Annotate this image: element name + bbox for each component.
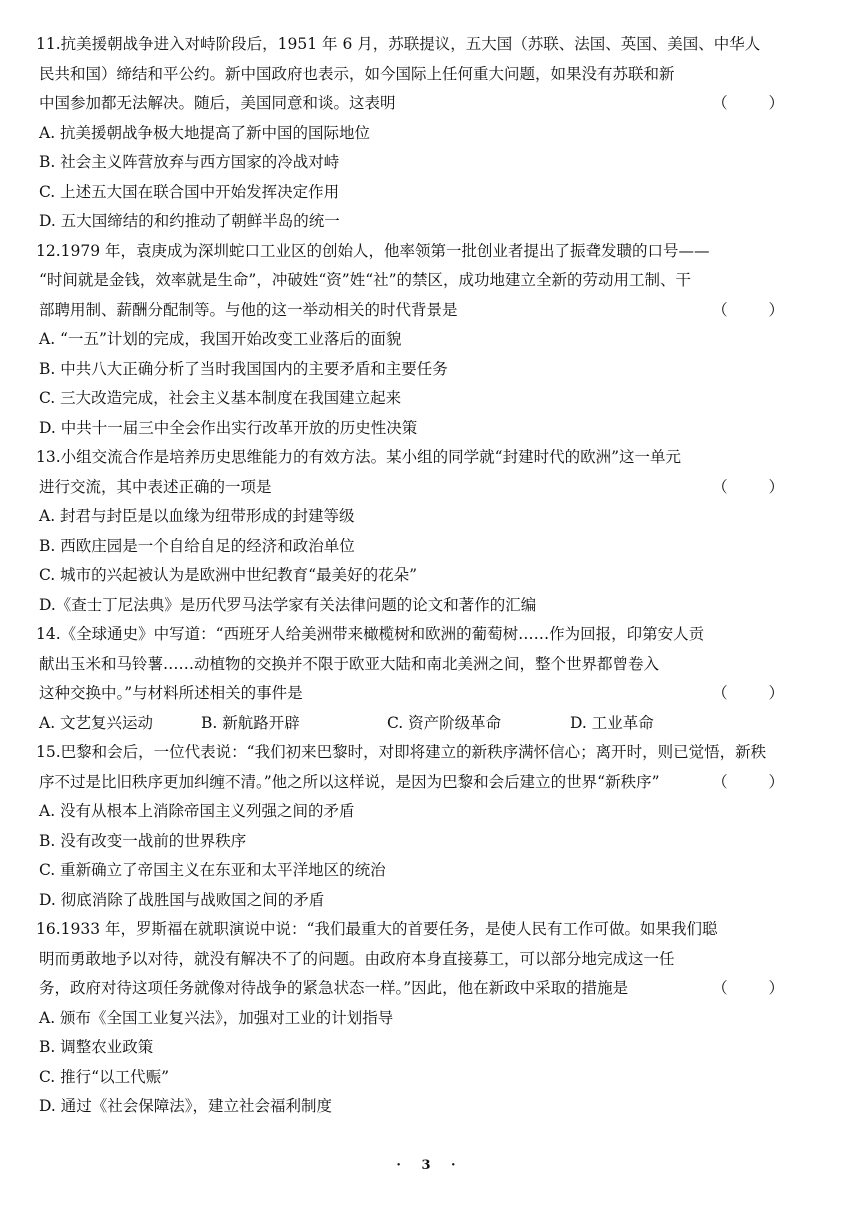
question-stem-text: 序不过是比旧秩序更加纠缠不清。”他之所以这样说，是因为巴黎和会后建立的世界“新秩序” [39, 772, 660, 791]
answer-option: B. 没有改变一战前的世界秩序 [39, 831, 247, 850]
answer-option: C. 三大改造完成，社会主义基本制度在我国建立起来 [39, 389, 402, 407]
question-stem-text: 民共和国）缔结和平公约。新中国政府也表示，如今国际上任何重大问题，如果没有苏联和新 [39, 64, 675, 83]
answer-option-row [36, 709, 812, 739]
question-stem-text: 部聘用制、薪酬分配制等。与他的这一举动相关的时代背景是 [39, 300, 458, 319]
answer-option: A. 抗美援朝战争极大地提高了新中国的国际地位 [39, 123, 371, 142]
answer-option: D. 工业革命 [570, 713, 654, 732]
question-stem-line [36, 443, 812, 473]
question-list [36, 30, 812, 1122]
answer-option: B. 新航路开辟 [201, 713, 300, 732]
answer-option: D. 五大国缔结的和约推动了朝鲜半岛的统一 [39, 212, 340, 230]
answer-blank: （ ） [712, 979, 802, 997]
question-number: 16. [36, 920, 61, 938]
question-stem-line [36, 237, 812, 267]
answer-option: C. 上述五大国在联合国中开始发挥决定作用 [39, 182, 340, 201]
question-stem-text: 抗美援朝战争进入对峙阶段后，1951 年 6 月，苏联提议，五大国（苏联、法国、英国、美国、中华人 [60, 35, 761, 53]
question-stem-line [36, 974, 812, 1004]
question-stem-text: 明而勇敢地予以对待，就没有解决不了的问题。由政府本身直接募工，可以部分地完成这一任 [39, 949, 675, 968]
answer-option: D. 中共十一届三中全会作出实行改革开放的历史性决策 [39, 418, 418, 437]
question-stem-text: 巴黎和会后，一位代表说：“我们初来巴黎时，对即将建立的新秩序满怀信心；离开时，则已觉悟，新秩 [60, 743, 767, 761]
question-stem-line [36, 296, 812, 326]
question-stem-line [36, 266, 812, 296]
question-stem-line [36, 679, 812, 709]
question-stem-text: 这种交换中。”与材料所述相关的事件是 [39, 684, 303, 702]
question-stem-text: 献出玉米和马铃薯……动植物的交换并不限于欧亚大陆和南北美洲之间，整个世界都曾卷入 [39, 654, 660, 673]
question-block [36, 237, 812, 444]
question-stem-text: 中国参加都无法解决。随后，美国同意和谈。这表明 [39, 94, 396, 112]
question-stem-text: “时间就是金钱，效率就是生命”，冲破姓“资”姓“社”的禁区，成功地建立全新的劳动用工制、干 [39, 271, 692, 289]
answer-option: A. 文艺复兴运动 [39, 713, 154, 732]
answer-option: A. 颁布《全国工业复兴法》，加强对工业的计划指导 [39, 1008, 394, 1027]
question-block [36, 915, 812, 1122]
answer-option: A. 没有从根本上消除帝国主义列强之间的矛盾 [39, 802, 355, 820]
question-stem-line [36, 60, 812, 90]
answer-option: D.《查士丁尼法典》是历代罗马法学家有关法律问题的论文和著作的汇编 [39, 595, 537, 614]
question-stem-line [36, 30, 812, 60]
question-block [36, 738, 812, 915]
answer-option: A. 封君与封臣是以血缘为纽带形成的封建等级 [39, 507, 355, 525]
question-block [36, 620, 812, 738]
answer-blank: （ ） [712, 684, 802, 702]
question-number: 14. [36, 625, 61, 643]
question-number: 11. [36, 35, 61, 53]
answer-option: B. 西欧庄园是一个自给自足的经济和政治单位 [39, 536, 355, 555]
question-stem-line [36, 915, 812, 945]
answer-option: B. 调整农业政策 [39, 1038, 154, 1056]
answer-option: D. 通过《社会保障法》，建立社会福利制度 [39, 1097, 332, 1115]
answer-blank: （ ） [712, 300, 802, 319]
answer-option: B. 中共八大正确分析了当时我国国内的主要矛盾和主要任务 [39, 359, 448, 378]
answer-option: D. 彻底消除了战胜国与战败国之间的矛盾 [39, 890, 325, 909]
question-stem-text: 小组交流合作是培养历史思维能力的有效方法。某小组的同学就“封建时代的欧洲”这一单元 [60, 448, 682, 466]
question-stem-line [36, 650, 812, 680]
question-stem-line [36, 945, 812, 975]
question-stem-line [36, 89, 812, 119]
question-block [36, 443, 812, 620]
question-number: 15. [36, 743, 61, 761]
answer-blank: （ ） [712, 772, 802, 791]
question-number: 13. [36, 448, 61, 466]
answer-option: B. 社会主义阵营放弃与西方国家的冷战对峙 [39, 153, 340, 171]
question-stem-line [36, 738, 812, 768]
question-number: 12. [36, 241, 61, 260]
answer-option: C. 重新确立了帝国主义在东亚和太平洋地区的统治 [39, 861, 386, 879]
answer-option: C. 推行“以工代赈” [39, 1067, 170, 1086]
answer-option: C. 资产阶级革命 [387, 713, 502, 732]
answer-option: C. 城市的兴起被认为是欧洲中世纪教育“最美好的花朵” [39, 566, 418, 584]
question-stem-text: 1933 年，罗斯福在就职演说中说：“我们最重大的首要任务，是使人民有工作可做。如果我们聪 [60, 920, 718, 938]
answer-blank: （ ） [712, 94, 802, 112]
question-stem-text: 务，政府对待这项任务就像对待战争的紧急状态一样。”因此，他在新政中采取的措施是 [39, 979, 629, 997]
question-stem-text: 进行交流，其中表述正确的一项是 [39, 477, 272, 496]
question-stem-line [36, 473, 812, 503]
answer-blank: （ ） [712, 477, 802, 496]
question-stem-line [36, 768, 812, 798]
question-block [36, 30, 812, 237]
question-stem-text: 1979 年，袁庚成为深圳蛇口工业区的创始人，他率领第一批创业者提出了振聋发聩的口号—— [60, 241, 710, 260]
question-stem-text: 《全球通史》中写道：“西班牙人给美洲带来橄榄树和欧洲的葡萄树……作为回报，印第安人贡 [60, 625, 705, 643]
question-stem-line [36, 620, 812, 650]
answer-option: A. “一五”计划的完成，我国开始改变工业落后的面貌 [39, 330, 402, 348]
page-number: · 3 · [396, 1158, 464, 1173]
